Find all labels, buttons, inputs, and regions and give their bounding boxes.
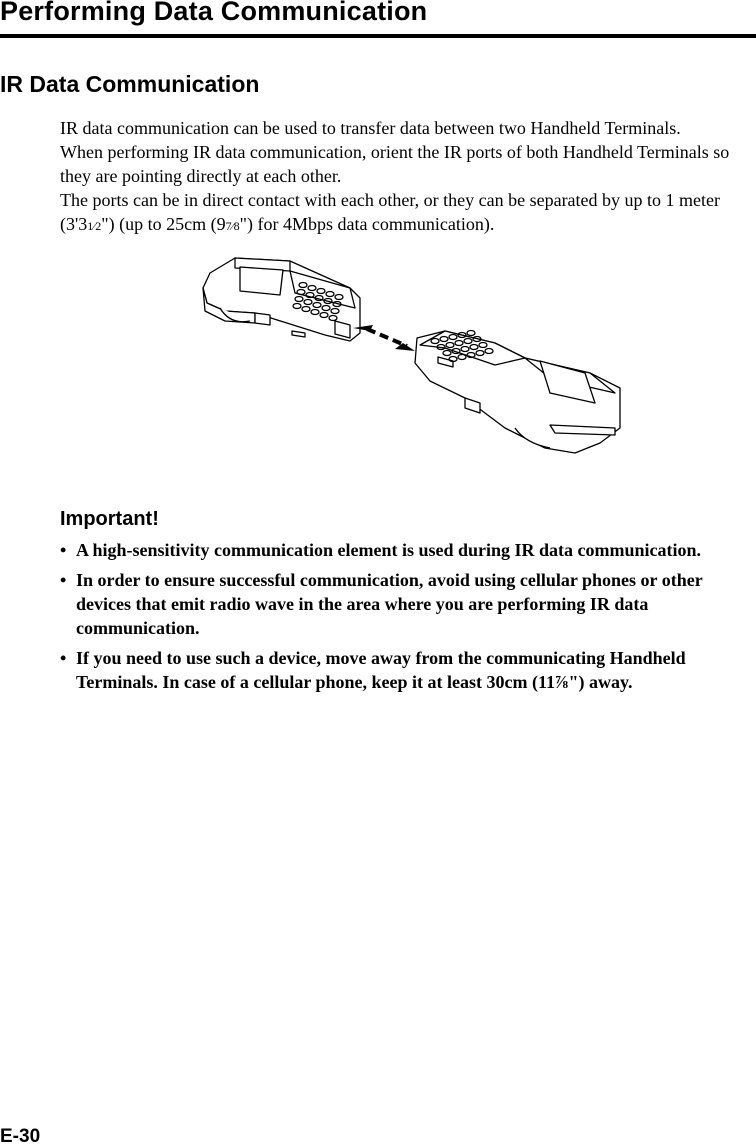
paragraph-3-part-c: ") for 4Mbps data communication). <box>239 214 495 234</box>
fraction-half: 1⁄2 <box>87 219 102 233</box>
list-item-text: If you need to use such a device, move away from the communicating Handheld Terminals. In case of a cellular phone, keep it at least 30cm (11⅞") away. <box>76 648 686 692</box>
bullet-icon: • <box>60 648 67 668</box>
list-item <box>60 568 756 640</box>
section-title: IR Data Communication <box>0 71 260 97</box>
paragraph-1: IR data communication can be used to transfer data between two Handheld Terminals. <box>60 118 681 138</box>
section-body <box>60 116 750 238</box>
bullet-icon: • <box>60 540 67 560</box>
header-rule <box>0 34 756 38</box>
ir-transfer-arrow-icon <box>353 325 415 351</box>
ir-communication-illustration <box>195 253 625 458</box>
list-item-text: In order to ensure successful communication, avoid using cellular phones or other devices that emit radio wave in the area where you are performing IR data communication. <box>76 570 703 638</box>
paragraph-2: When performing IR data communication, orient the IR ports of both Handheld Terminals so they are pointing directly at each other. <box>60 142 730 186</box>
list-item-text: A high-sensitivity communication element is used during IR data communication. <box>76 540 702 560</box>
fraction-seven-eighths: 7⁄8 <box>225 219 240 233</box>
page-number: E-30 <box>0 1126 41 1147</box>
paragraph-3 <box>60 188 750 238</box>
bullet-icon: • <box>60 570 67 590</box>
page-header <box>0 0 756 40</box>
important-heading: Important! <box>60 508 159 530</box>
list-item <box>60 538 756 562</box>
important-list <box>60 538 756 700</box>
page-title: Performing Data Communication <box>0 0 428 26</box>
paragraph-3-part-a: The ports can be in direct contact with each other, or they can be separated by up to 1 meter (3'3 <box>60 190 721 234</box>
right-handheld-terminal-icon <box>415 331 620 454</box>
list-item <box>60 646 756 694</box>
left-handheld-terminal-icon <box>203 258 360 341</box>
paragraph-3-part-b: ") (up to 25cm (9 <box>101 214 226 234</box>
